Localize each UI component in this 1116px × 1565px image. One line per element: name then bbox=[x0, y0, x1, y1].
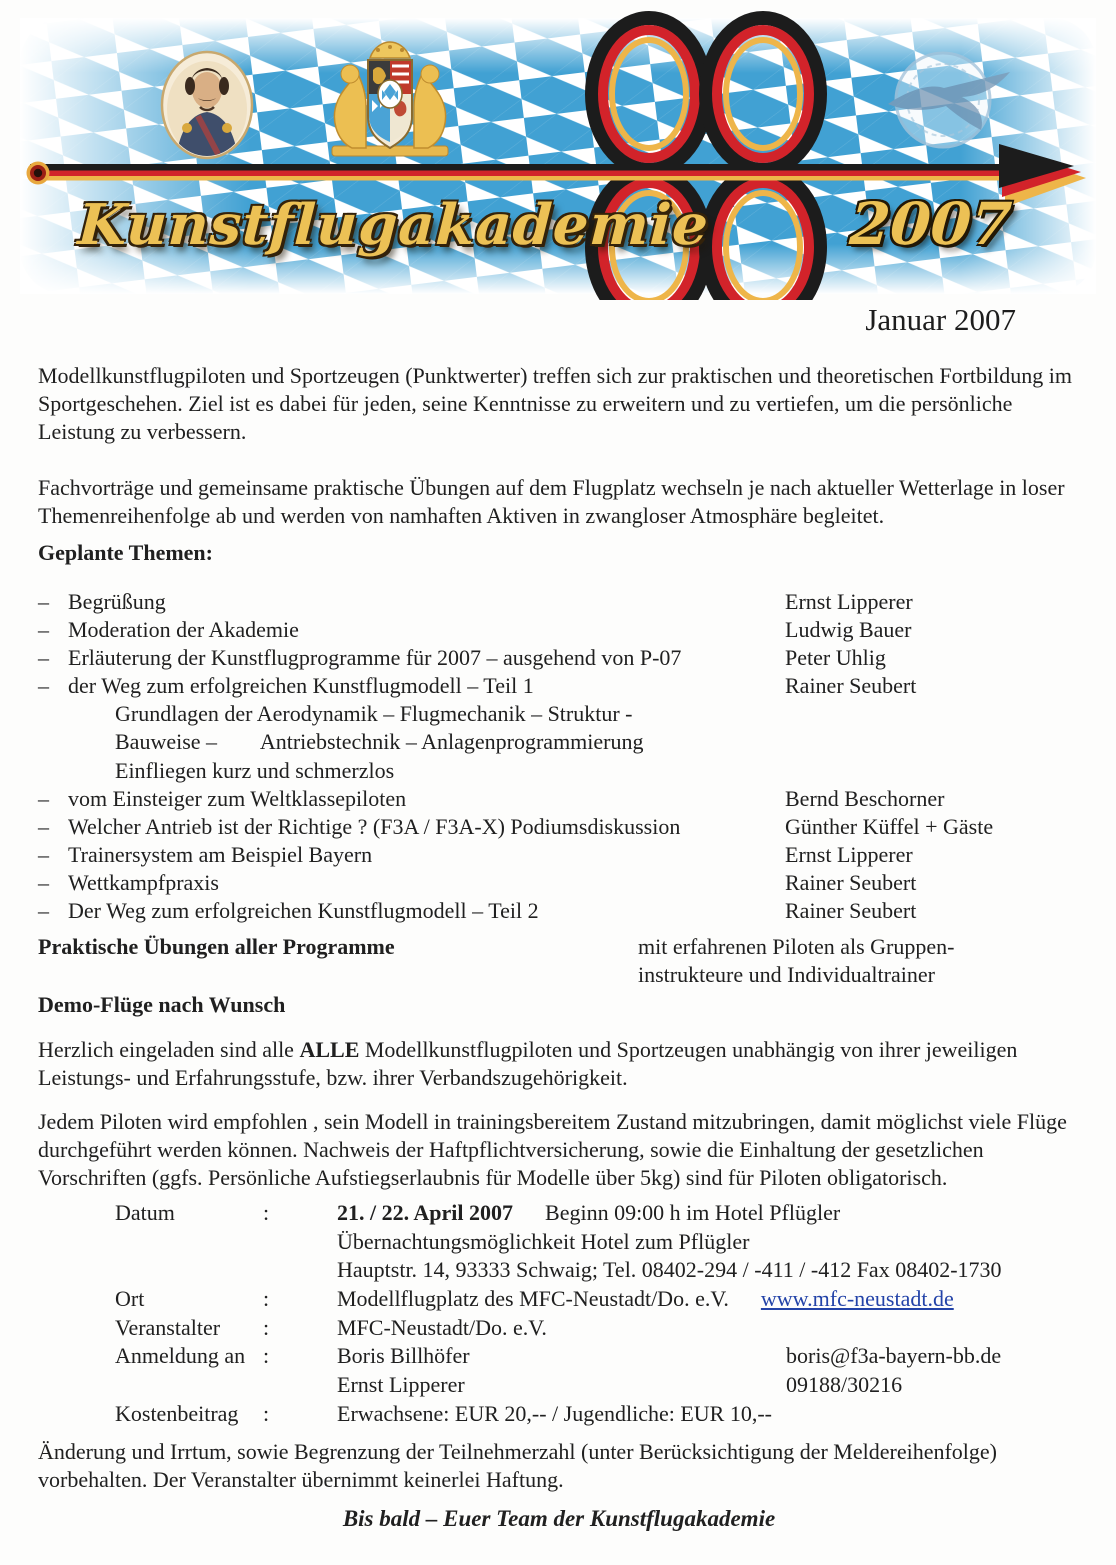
topic-text: Welcher Antrieb ist der Richtige ? (F3A / F3A-X) Podiumsdiskussion bbox=[68, 813, 681, 839]
topics-heading: Geplante Themen: bbox=[38, 540, 213, 565]
dash: – bbox=[38, 869, 49, 895]
practice-note-line1: mit erfahrenen Piloten als Gruppen- bbox=[638, 934, 955, 959]
topic-text: Grundlagen der Aerodynamik – Flugmechanik – Struktur - bbox=[115, 701, 633, 727]
detail-label: Anmeldung an bbox=[115, 1343, 246, 1369]
topic-row bbox=[38, 898, 1098, 926]
header-banner bbox=[0, 0, 1116, 300]
detail-value bbox=[337, 1200, 840, 1226]
topic-speaker: Peter Uhlig bbox=[785, 645, 886, 671]
detail-label: Ort bbox=[115, 1286, 145, 1312]
topic-text: Trainersystem am Beispiel Bayern bbox=[68, 841, 373, 867]
banner-year: 2007 bbox=[847, 190, 1014, 258]
detail-colon: : bbox=[263, 1400, 270, 1426]
organizer-name: MFC-Neustadt/Do. e.V. bbox=[337, 1314, 547, 1340]
dash: – bbox=[38, 617, 49, 643]
contact-name: Boris Billhöfer bbox=[337, 1343, 470, 1369]
practice-section bbox=[38, 934, 1098, 1024]
detail-colon: : bbox=[263, 1286, 270, 1312]
topic-text: Begrüßung bbox=[68, 589, 166, 614]
event-date: 21. / 22. April 2007 bbox=[337, 1200, 514, 1225]
contact-email: boris@f3a-bayern-bb.de bbox=[786, 1343, 1002, 1369]
invitation-pre: Herzlich eingeladen sind alle bbox=[38, 1037, 300, 1062]
detail-colon: : bbox=[263, 1200, 270, 1225]
contact-name: Ernst Lipperer bbox=[337, 1372, 465, 1398]
detail-row-veranstalter bbox=[38, 1315, 1098, 1344]
topic-row bbox=[38, 786, 1098, 814]
king-ludwig-portrait bbox=[162, 52, 252, 158]
practice-note-line2: instrukteure und Individualtrainer bbox=[638, 962, 935, 987]
topic-text: der Weg zum erfolgreichen Kunstflugmodell – Teil 1 bbox=[68, 673, 534, 699]
detail-colon: : bbox=[263, 1314, 270, 1340]
topic-speaker: Ludwig Bauer bbox=[785, 617, 912, 643]
contact-phone: 09188/30216 bbox=[786, 1372, 903, 1398]
detail-label: Kostenbeitrag bbox=[115, 1400, 239, 1426]
intro-paragraph-2: Fachvorträge und gemeinsame praktische Übungen auf dem Flugplatz wechseln je nach aktueller Wetterlage in loser Themenreihenfolge ab und werden von namhaften Aktiven in zwangloser Atmosphäre begleitet. bbox=[38, 475, 1065, 528]
topic-row bbox=[38, 617, 1098, 645]
detail-row-address bbox=[38, 1257, 1098, 1286]
topic-row bbox=[38, 645, 1098, 673]
dash: – bbox=[38, 898, 49, 924]
topic-text: Wettkampfpraxis bbox=[68, 869, 219, 895]
event-start-info: Beginn 09:00 h im Hotel Pflügler bbox=[545, 1200, 841, 1225]
issue-date: Januar 2007 bbox=[865, 302, 1016, 337]
pilot-note-paragraph: Jedem Piloten wird empfohlen , sein Modell in trainingsbereitem Zustand mitzubringen, damit möglichst viele Flüge durchgeführt werden können. Nachweis der Haftpflichtversicherung, sowie die Einhaltung der gesetzlichen Vorschriften (ggfs. Persönliche Aufstiegserlaubnis für Modelle über 5kg) sind für Piloten obligatorisch. bbox=[38, 1109, 1067, 1190]
detail-row-datum bbox=[38, 1200, 1098, 1229]
intro-paragraph-1: Modellkunstflugpiloten und Sportzeugen (Punktwerter) treffen sich zur praktischen und theoretischen Fortbildung im Sportgeschehen. Ziel ist es dabei für jeden, seine Kenntnisse zu erweitern und zu vertiefen, um die persönliche Leistung zu verbessern. bbox=[38, 363, 1072, 444]
topic-text: Moderation der Akademie bbox=[68, 617, 299, 643]
topic-subrow bbox=[38, 701, 1098, 729]
detail-value: Hauptstr. 14, 93333 Schwaig; Tel. 08402-294 / -411 / -412 Fax 08402-1730 bbox=[337, 1257, 1002, 1283]
detail-label: Veranstalter bbox=[115, 1314, 221, 1340]
dash: – bbox=[38, 673, 49, 699]
banner-title: Kunstflugakademie bbox=[76, 192, 711, 258]
topic-row bbox=[38, 870, 1098, 898]
topics-list bbox=[38, 589, 1098, 926]
topic-text: Der Weg zum erfolgreichen Kunstflugmodell – Teil 2 bbox=[68, 898, 539, 924]
invitation-post: Modellkunstflugpiloten und Sportzeugen unabhängig von ihrer jeweiligen Leistungs- und Erfahrungsstufe, bzw. ihrer Verbandszugehörigkeit. bbox=[38, 1037, 1018, 1090]
detail-row-ort bbox=[38, 1286, 1098, 1315]
detail-row-kostenbeitrag bbox=[38, 1401, 1098, 1430]
topic-speaker: Bernd Beschorner bbox=[785, 785, 945, 811]
topic-speaker: Ernst Lipperer bbox=[785, 589, 913, 614]
detail-row-anmeldung bbox=[38, 1343, 1098, 1372]
topic-row bbox=[38, 842, 1098, 870]
topic-text: Erläuterung der Kunstflugprogramme für 2007 – ausgehend von P-07 bbox=[68, 645, 682, 671]
event-location: Modellflugplatz des MFC-Neustadt/Do. e.V. bbox=[337, 1286, 729, 1312]
detail-row-hotel bbox=[38, 1229, 1098, 1258]
topic-subrow bbox=[38, 758, 1098, 786]
disclaimer-paragraph: Änderung und Irrtum, sowie Begrenzung der Teilnehmerzahl (unter Berücksichtigung der Meldereihenfolge) vorbehalten. Der Veranstalter übernimmt keinerlei Haftung. bbox=[38, 1439, 998, 1492]
practice-heading: Praktische Übungen aller Programme bbox=[38, 934, 395, 959]
topic-speaker: Rainer Seubert bbox=[785, 673, 917, 699]
topic-row bbox=[38, 673, 1098, 701]
detail-row-contact2 bbox=[38, 1372, 1098, 1401]
fee-info: Erwachsene: EUR 20,-- / Jugendliche: EUR 10,-- bbox=[337, 1400, 772, 1426]
dash: – bbox=[38, 589, 49, 614]
invitation-emphasis: ALLE bbox=[299, 1037, 360, 1062]
dash: – bbox=[38, 841, 49, 867]
detail-value bbox=[337, 1286, 954, 1312]
topic-text: Bauweise – Antriebstechnik – Anlagenprogrammierung bbox=[115, 729, 644, 755]
mfc-website-link[interactable]: www.mfc-neustadt.de bbox=[760, 1286, 954, 1312]
topic-speaker: Günther Küffel + Gäste bbox=[785, 813, 994, 839]
dash: – bbox=[38, 785, 49, 811]
topic-text: Einfliegen kurz und schmerzlos bbox=[115, 757, 395, 783]
event-details bbox=[38, 1200, 1098, 1430]
dash: – bbox=[38, 813, 49, 839]
dash: – bbox=[38, 645, 49, 671]
demo-flights-heading: Demo-Flüge nach Wunsch bbox=[38, 992, 286, 1017]
detail-colon: : bbox=[263, 1343, 270, 1369]
topic-row bbox=[38, 814, 1098, 842]
detail-value: Übernachtungsmöglichkeit Hotel zum Pflügler bbox=[337, 1228, 750, 1254]
topic-speaker: Ernst Lipperer bbox=[785, 841, 913, 867]
closing-line: Bis bald – Euer Team der Kunstflugakademie bbox=[342, 1506, 776, 1531]
invitation-paragraph bbox=[38, 1036, 1080, 1092]
topic-speaker: Rainer Seubert bbox=[785, 898, 917, 924]
topic-subrow bbox=[38, 729, 1098, 757]
detail-label: Datum bbox=[115, 1200, 175, 1225]
topic-speaker: Rainer Seubert bbox=[785, 869, 917, 895]
topic-text: vom Einsteiger zum Weltklassepiloten bbox=[68, 785, 407, 811]
topic-row bbox=[38, 589, 1098, 617]
